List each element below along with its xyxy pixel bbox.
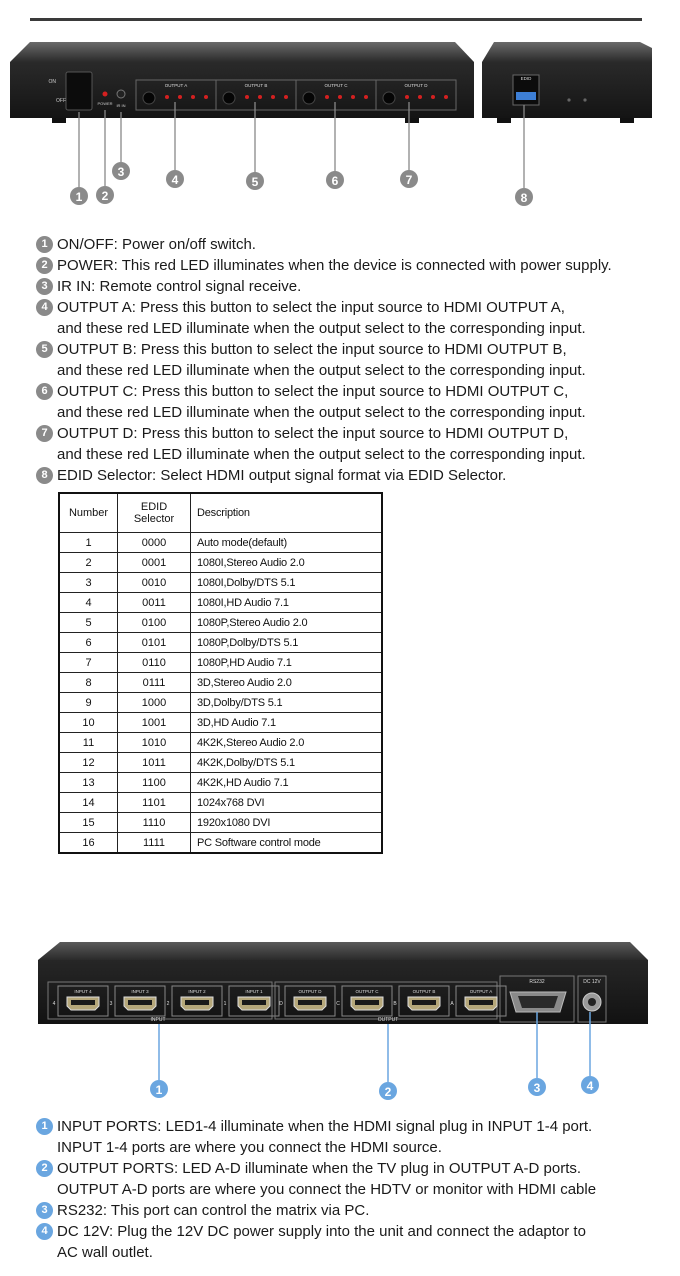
output-d-label: OUTPUT D [404, 83, 428, 88]
table-row [59, 593, 382, 613]
row-number-cell: 3 [59, 573, 118, 593]
row-number-cell: 2 [59, 553, 118, 573]
output-c-label: OUTPUT C [324, 83, 348, 88]
row-description-cell: 4K2K,HD Audio 7.1 [191, 773, 383, 793]
power-label: POWER [97, 101, 113, 106]
row-description-cell: 4K2K,Dolby/DTS 5.1 [191, 753, 383, 773]
rear-feature-number: 3 [36, 1202, 53, 1219]
output-port-socket [298, 1000, 322, 1005]
input-port-index: 3 [109, 1001, 113, 1007]
header-number: Number [59, 493, 118, 533]
feature-number: 3 [36, 278, 53, 295]
table-row [59, 673, 382, 693]
row-description-cell: 1080P,Dolby/DTS 5.1 [191, 633, 383, 653]
callout-4: 4 [171, 173, 179, 187]
row-selector-cell: 1110 [118, 813, 191, 833]
row-selector-cell: 0110 [118, 653, 191, 673]
feature-text: OUTPUT B: Press this button to select the input source to HDMI OUTPUT B, [57, 341, 567, 358]
input-port-label: INPUT 1 [245, 989, 263, 994]
feature-continuation: and these red LED illuminate when the output select to the corresponding input. [57, 404, 586, 421]
input-port-socket [185, 1000, 209, 1005]
output-a-label: OUTPUT A [164, 83, 188, 88]
table-row [59, 713, 382, 733]
header-selector: Selector [133, 513, 175, 525]
rear-feature-text: OUTPUT PORTS: LED A-D illuminate when the TV plug in OUTPUT A-D ports. [57, 1160, 582, 1177]
rear-feature-text: DC 12V: Plug the 12V DC power supply into the unit and connect the adaptor to [57, 1223, 586, 1240]
feature-item [36, 339, 676, 360]
feature-item [36, 297, 676, 318]
row-description-cell: 1080I,Stereo Audio 2.0 [191, 553, 383, 573]
feature-item [36, 276, 676, 297]
dc-label: DC 12V [583, 979, 601, 985]
callout-3: 3 [117, 165, 125, 179]
table-row [59, 613, 382, 633]
input-port-socket [71, 1000, 95, 1005]
feature-number: 8 [36, 467, 53, 484]
rear-feature-continuation: AC wall outlet. [57, 1244, 153, 1261]
input-port-socket [242, 1000, 266, 1005]
feature-text: OUTPUT D: Press this button to select the input source to HDMI OUTPUT D, [57, 425, 569, 442]
row-selector-cell: 0000 [118, 533, 191, 553]
feature-text: EDID Selector: Select HDMI output signal format via EDID Selector. [57, 467, 507, 484]
rear-feature-item [36, 1200, 676, 1221]
edid-label: EDID [520, 76, 532, 81]
feature-text: IR IN: Remote control signal receive. [57, 278, 302, 295]
row-number-cell: 11 [59, 733, 118, 753]
feature-text: OUTPUT C: Press this button to select the input source to HDMI OUTPUT C, [57, 383, 569, 400]
input-port-label: INPUT 2 [188, 989, 206, 994]
input-group-label: INPUT [150, 1017, 166, 1023]
feature-continuation: and these red LED illuminate when the output select to the corresponding input. [57, 362, 586, 379]
callout-6: 6 [331, 174, 339, 188]
row-number-cell: 4 [59, 593, 118, 613]
input-port-label: INPUT 3 [131, 989, 149, 994]
output-d-button[interactable] [383, 92, 395, 104]
input-port-index: 1 [223, 1001, 227, 1007]
row-number-cell: 1 [59, 533, 118, 553]
row-number-cell: 7 [59, 653, 118, 673]
rear-callout-4: 4 [586, 1079, 594, 1093]
input-port-index: 2 [166, 1001, 170, 1007]
input-port-label: INPUT 4 [74, 989, 92, 994]
output-port-label: OUTPUT A [469, 989, 493, 994]
row-selector-cell: 1111 [118, 833, 191, 854]
rear-feature-number: 4 [36, 1223, 53, 1240]
rs232-label: RS232 [529, 979, 545, 985]
side-device-face [482, 62, 652, 118]
row-selector-cell: 0100 [118, 613, 191, 633]
row-description-cell: 1080P,Stereo Audio 2.0 [191, 613, 383, 633]
rear-callout-3: 3 [533, 1081, 541, 1095]
row-description-cell: PC Software control mode [191, 833, 383, 854]
row-description-cell: 1080I,HD Audio 7.1 [191, 593, 383, 613]
row-selector-cell: 0001 [118, 553, 191, 573]
rear-feature-continuation: INPUT 1-4 ports are where you connect the HDMI source. [57, 1139, 442, 1156]
header-edid-selector [118, 493, 191, 533]
row-selector-cell: 1100 [118, 773, 191, 793]
row-description-cell: 1080I,Dolby/DTS 5.1 [191, 573, 383, 593]
feature-number: 1 [36, 236, 53, 253]
row-description-cell: 4K2K,Stereo Audio 2.0 [191, 733, 383, 753]
row-number-cell: 6 [59, 633, 118, 653]
feature-text: POWER: This red LED illuminates when the device is connected with power supply. [57, 257, 612, 274]
table-row [59, 573, 382, 593]
row-selector-cell: 0101 [118, 633, 191, 653]
output-port-index: C [336, 1001, 340, 1007]
output-port-label: OUTPUT D [298, 989, 322, 994]
rear-feature-number: 2 [36, 1160, 53, 1177]
feature-number: 6 [36, 383, 53, 400]
table-row [59, 773, 382, 793]
front-callouts [70, 162, 418, 205]
output-port-label: OUTPUT C [355, 989, 379, 994]
edid-table-body [59, 533, 382, 854]
feature-item [36, 255, 676, 276]
feature-continuation: and these red LED illuminate when the output select to the corresponding input. [57, 320, 586, 337]
rear-feature-continuation: OUTPUT A-D ports are where you connect the HDTV or monitor with HDMI cable [57, 1181, 597, 1198]
output-b-button[interactable] [223, 92, 235, 104]
table-row [59, 653, 382, 673]
row-number-cell: 13 [59, 773, 118, 793]
rear-feature-text: RS232: This port can control the matrix via PC. [57, 1202, 370, 1219]
feature-text: ON/OFF: Power on/off switch. [57, 236, 256, 253]
row-number-cell: 9 [59, 693, 118, 713]
row-number-cell: 10 [59, 713, 118, 733]
feature-item [36, 423, 676, 444]
feature-number: 5 [36, 341, 53, 358]
output-group-label: OUTPUT [377, 1017, 399, 1023]
feature-number: 2 [36, 257, 53, 274]
callout-1: 1 [75, 190, 83, 204]
power-switch[interactable] [66, 72, 92, 110]
output-port-socket [469, 1000, 493, 1005]
input-port-socket [128, 1000, 152, 1005]
rear-feature-item [36, 1221, 676, 1242]
row-number-cell: 8 [59, 673, 118, 693]
row-selector-cell: 1010 [118, 733, 191, 753]
table-row [59, 733, 382, 753]
output-port-label: OUTPUT B [412, 989, 436, 994]
front-device-top [10, 42, 474, 62]
front-panel-figure [0, 30, 680, 215]
row-description-cell: 3D,HD Audio 7.1 [191, 713, 383, 733]
row-selector-cell: 1101 [118, 793, 191, 813]
output-port-index: B [393, 1001, 397, 1007]
switch-on-label: ON [48, 79, 56, 85]
row-selector-cell: 1000 [118, 693, 191, 713]
rear-panel-figure [0, 930, 680, 1105]
rear-callouts [150, 1076, 599, 1100]
rear-device-top [38, 942, 648, 960]
table-row [59, 633, 382, 653]
rear-callout-2: 2 [384, 1085, 392, 1099]
feature-number: 4 [36, 299, 53, 316]
callout-5: 5 [251, 175, 259, 189]
table-row [59, 833, 382, 854]
header-description: Description [191, 493, 383, 533]
ir-sensor [117, 90, 125, 98]
table-row [59, 693, 382, 713]
table-row [59, 553, 382, 573]
row-description-cell: 1080P,HD Audio 7.1 [191, 653, 383, 673]
row-description-cell: 1920x1080 DVI [191, 813, 383, 833]
input-port-index: 4 [52, 1001, 56, 1007]
side-panel [482, 42, 652, 206]
callout-2: 2 [101, 189, 109, 203]
callout-8: 8 [520, 191, 528, 205]
output-port-index: D [279, 1001, 283, 1007]
row-number-cell: 12 [59, 753, 118, 773]
output-port-socket [355, 1000, 379, 1005]
rear-feature-item [36, 1116, 676, 1137]
row-number-cell: 15 [59, 813, 118, 833]
table-row [59, 793, 382, 813]
row-selector-cell: 1011 [118, 753, 191, 773]
rear-feature-list [36, 1116, 676, 1263]
row-selector-cell: 0010 [118, 573, 191, 593]
power-led [103, 92, 108, 97]
rear-callout-1: 1 [155, 1083, 163, 1097]
rear-feature-number: 1 [36, 1118, 53, 1135]
row-selector-cell: 1001 [118, 713, 191, 733]
row-description-cell: Auto mode(default) [191, 533, 383, 553]
dip-switch[interactable] [516, 92, 536, 100]
feature-item [36, 234, 676, 255]
header-edid: EDID [140, 501, 168, 513]
feature-continuation: and these red LED illuminate when the output select to the corresponding input. [57, 446, 586, 463]
row-number-cell: 16 [59, 833, 118, 854]
table-header-row [59, 493, 382, 533]
feature-number: 7 [36, 425, 53, 442]
rear-feature-item [36, 1158, 676, 1179]
output-port-socket [412, 1000, 436, 1005]
output-a-button[interactable] [143, 92, 155, 104]
output-port-index: A [450, 1001, 454, 1007]
callout-7: 7 [405, 173, 413, 187]
edid-table [58, 492, 383, 854]
feature-list [36, 234, 676, 486]
top-divider [30, 18, 642, 21]
switch-off-label: OFF [56, 98, 66, 104]
table-row [59, 813, 382, 833]
row-description-cell: 1024x768 DVI [191, 793, 383, 813]
row-number-cell: 5 [59, 613, 118, 633]
table-row [59, 533, 382, 553]
row-selector-cell: 0111 [118, 673, 191, 693]
rear-feature-text: INPUT PORTS: LED1-4 illuminate when the HDMI signal plug in INPUT 1-4 port. [57, 1118, 593, 1135]
feature-item [36, 381, 676, 402]
output-b-label: OUTPUT B [244, 83, 268, 88]
table-row [59, 753, 382, 773]
row-description-cell: 3D,Dolby/DTS 5.1 [191, 693, 383, 713]
row-number-cell: 14 [59, 793, 118, 813]
feature-text: OUTPUT A: Press this button to select the input source to HDMI OUTPUT A, [57, 299, 565, 316]
row-description-cell: 3D,Stereo Audio 2.0 [191, 673, 383, 693]
ir-label: IR IN [116, 103, 126, 108]
feature-item [36, 465, 676, 486]
row-selector-cell: 0011 [118, 593, 191, 613]
output-c-button[interactable] [303, 92, 315, 104]
